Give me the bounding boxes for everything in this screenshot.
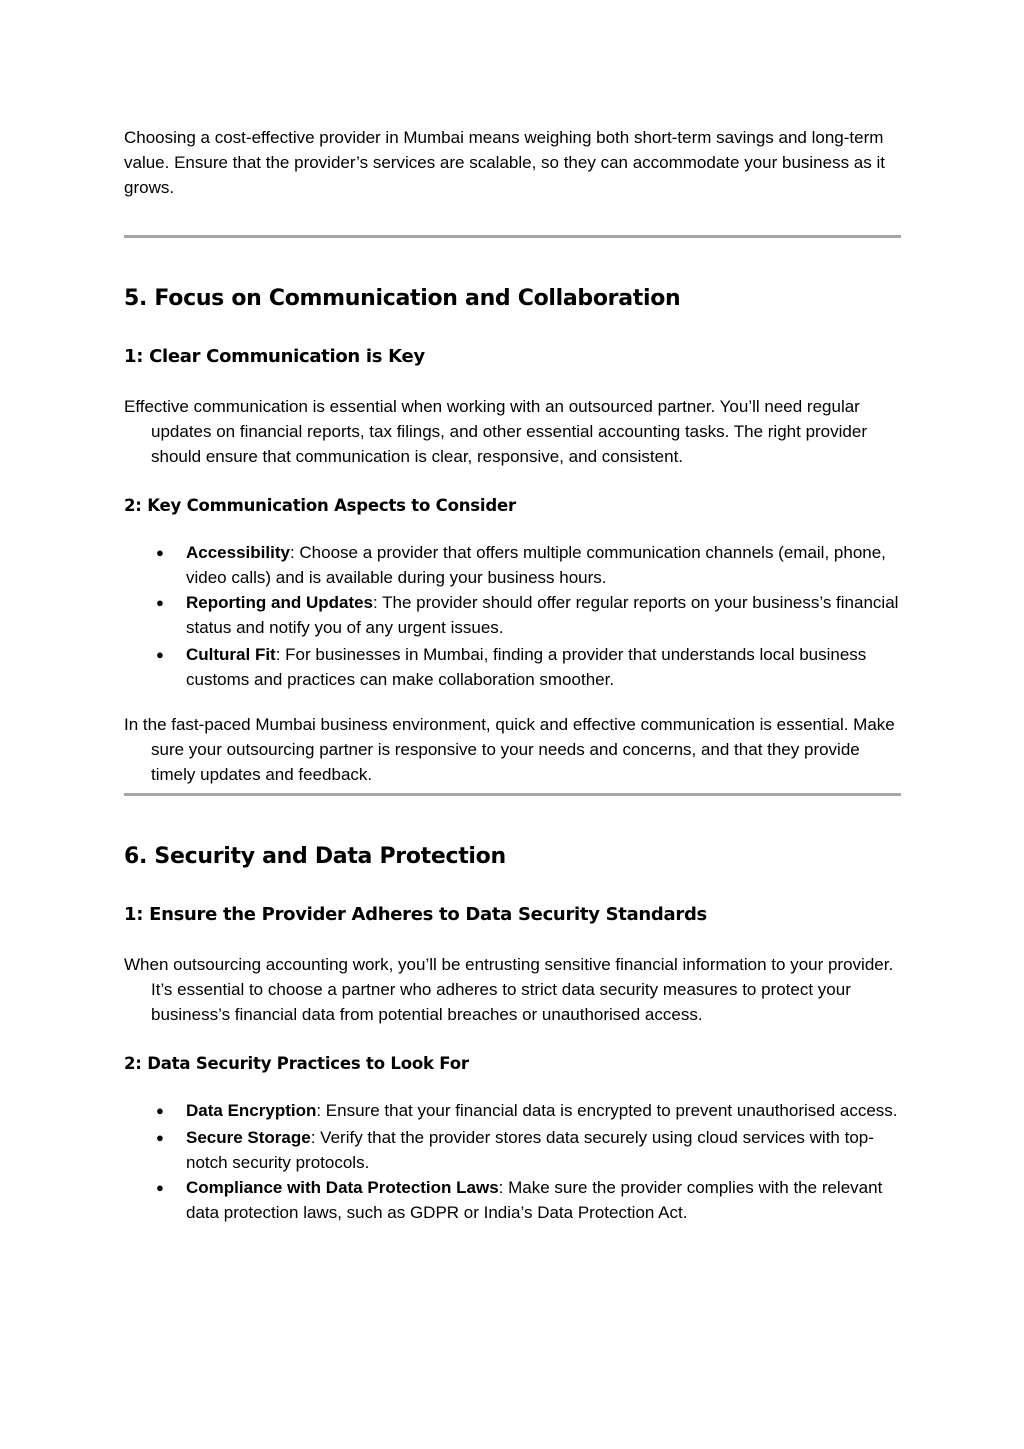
list-item-text: : Choose a provider that offers multiple communication channels (email, phone, video calls) and is available during your business hours. xyxy=(186,543,886,587)
list-item-term: Cultural Fit xyxy=(186,645,276,664)
security-practices-list xyxy=(124,1098,901,1225)
list-item-text: : Ensure that your financial data is encrypted to prevent unauthorised access. xyxy=(316,1101,898,1120)
bullet-icon: ● xyxy=(156,1130,164,1145)
list-item-term: Compliance with Data Protection Laws xyxy=(186,1178,499,1197)
list-item xyxy=(124,590,901,640)
section-divider xyxy=(124,793,901,796)
list-item-text: : The provider should offer regular reports on your business’s financial status and notify you of any urgent issues. xyxy=(186,593,899,637)
section-6-subheading-1: 1: Ensure the Provider Adheres to Data Security Standards xyxy=(124,904,707,925)
list-item-term: Accessibility xyxy=(186,543,290,562)
bullet-icon: ● xyxy=(156,1103,164,1118)
list-item-text: : Make sure the provider complies with the relevant data protection laws, such as GDPR or India’s Data Protection Act. xyxy=(186,1178,883,1222)
bullet-icon: ● xyxy=(156,647,164,662)
list-item xyxy=(124,1098,901,1123)
list-item xyxy=(124,1175,901,1225)
section-5-subheading-2: 2: Key Communication Aspects to Consider xyxy=(124,496,516,515)
section-5-title: 5. Focus on Communication and Collaboration xyxy=(124,286,681,311)
list-item-term: Secure Storage xyxy=(186,1128,311,1147)
section-5-paragraph-1: Effective communication is essential when working with an outsourced partner. You’ll need regular updates on financial reports, tax filings, and other essential accounting tasks. The right provider should ensure that communication is clear, responsive, and consistent. xyxy=(124,397,867,466)
list-item xyxy=(124,1125,901,1175)
list-item-term: Data Encryption xyxy=(186,1101,317,1120)
bullet-icon: ● xyxy=(156,1180,164,1195)
list-item-text: : Verify that the provider stores data securely using cloud services with top-notch security protocols. xyxy=(186,1128,874,1172)
section-divider xyxy=(124,235,901,238)
section-6-subheading-2: 2: Data Security Practices to Look For xyxy=(124,1054,469,1073)
intro-paragraph: Choosing a cost-effective provider in Mumbai means weighing both short-term savings and long-term value. Ensure that the provider’s services are scalable, so they can accommodate your business as it grows. xyxy=(124,128,885,197)
bullet-icon: ● xyxy=(156,595,164,610)
bullet-icon: ● xyxy=(156,545,164,560)
list-item xyxy=(124,642,901,692)
document-page xyxy=(124,125,901,1225)
section-6-title: 6. Security and Data Protection xyxy=(124,844,506,869)
section-5-closing-paragraph: In the fast-paced Mumbai business environment, quick and effective communication is essential. Make sure your outsourcing partner is responsive to your needs and concerns, and that they provide timely updates and feedback. xyxy=(124,715,895,784)
section-6-paragraph-1: When outsourcing accounting work, you’ll be entrusting sensitive financial information to your provider. It’s essential to choose a partner who adheres to strict data security measures to protect your business’s financial data from potential breaches or unauthorised access. xyxy=(124,955,894,1024)
list-item-text: : For businesses in Mumbai, finding a provider that understands local business customs and practices can make collaboration smoother. xyxy=(186,645,867,689)
list-item-term: Reporting and Updates xyxy=(186,593,374,612)
communication-aspects-list xyxy=(124,540,901,692)
list-item xyxy=(124,540,901,590)
section-5-subheading-1: 1: Clear Communication is Key xyxy=(124,346,425,367)
